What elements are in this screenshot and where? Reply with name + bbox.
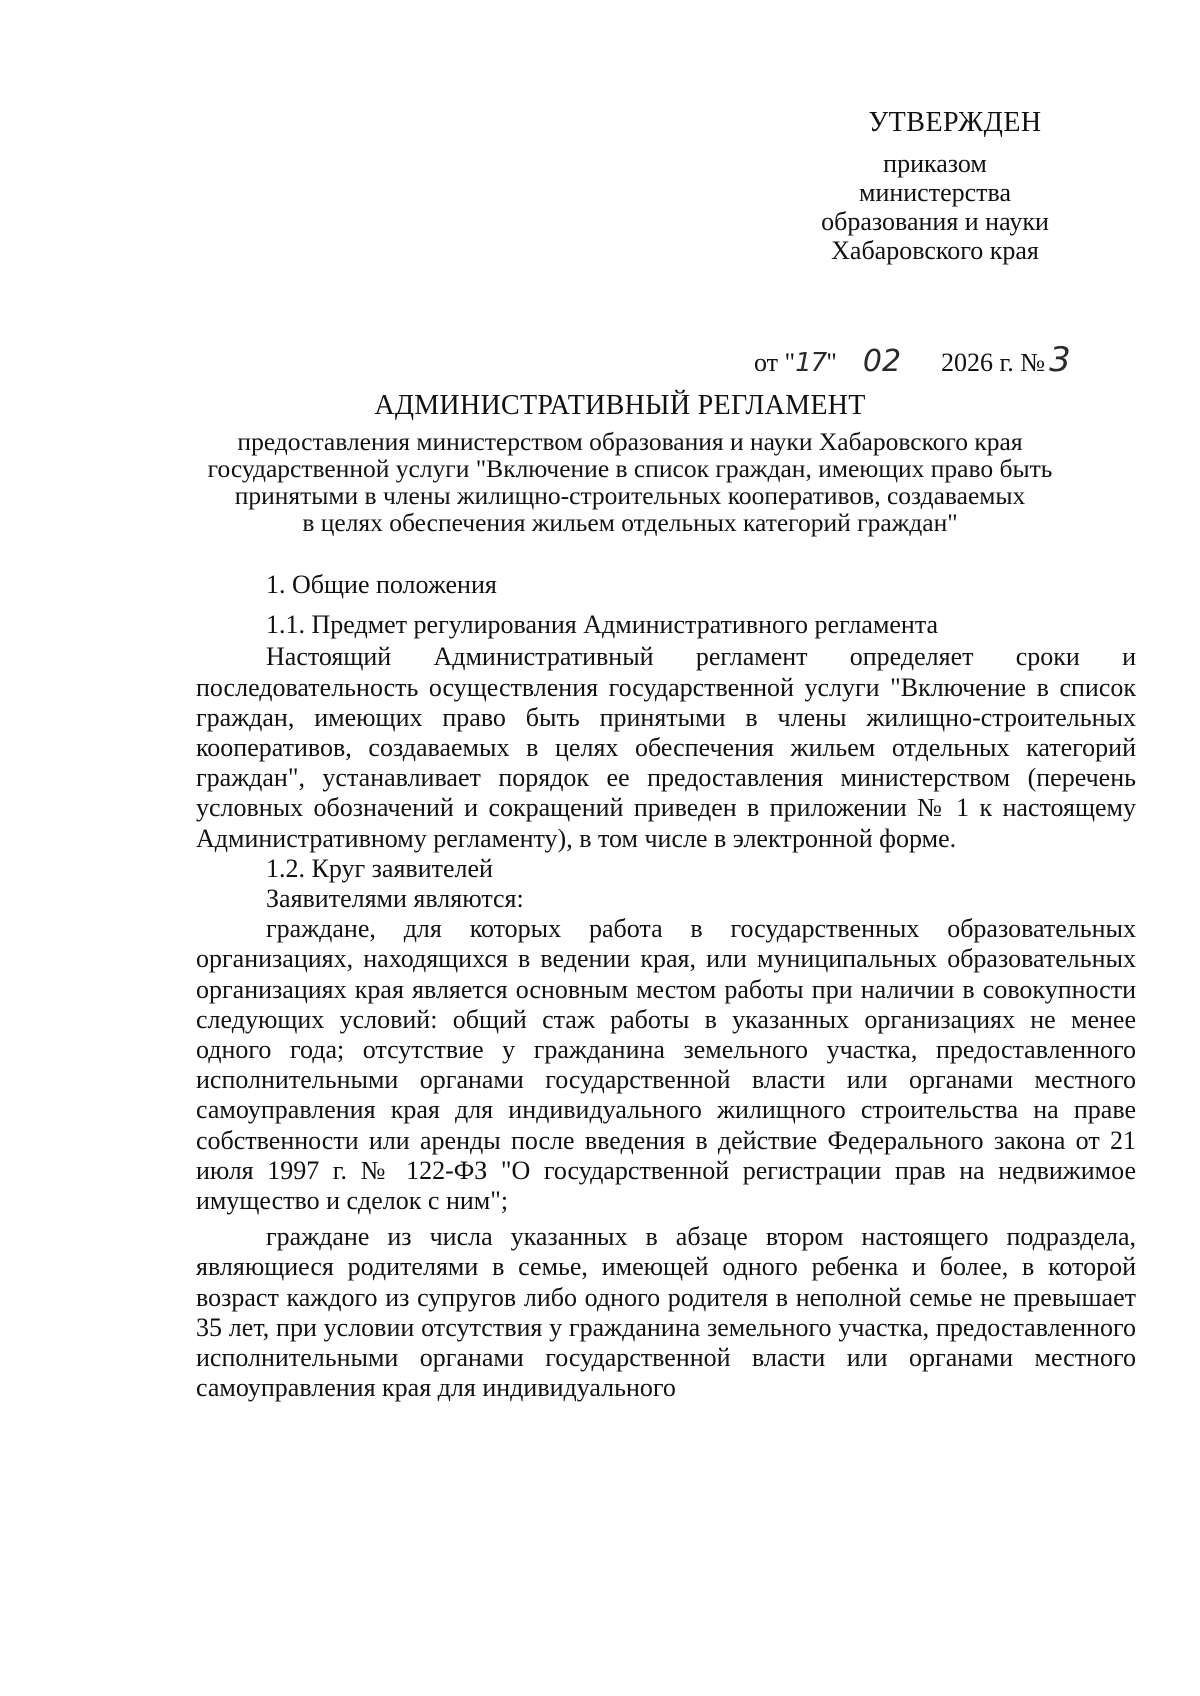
approval-line: Хабаровского края bbox=[831, 236, 1039, 265]
date-day-handwritten: 17 bbox=[795, 348, 827, 378]
subtitle-line: государственной услуги "Включение в список граждан, имеющих право быть bbox=[207, 454, 1053, 483]
order-number-handwritten: 3 bbox=[1049, 340, 1071, 380]
document-body bbox=[196, 570, 1136, 1403]
approval-title: УТВЕРЖДЕН bbox=[868, 107, 1042, 138]
subsection-heading: 1.2. Круг заявителей bbox=[266, 853, 493, 883]
section-heading: 1. Общие положения bbox=[266, 570, 497, 599]
subtitle-line: принятыми в члены жилищно-строительных кооперативов, создаваемых bbox=[234, 481, 1026, 510]
subsection-heading: 1.1. Предмет регулирования Административного регламента bbox=[266, 610, 939, 640]
approval-block bbox=[754, 107, 1100, 380]
document-subtitle bbox=[150, 428, 1110, 536]
date-prefix: от " bbox=[754, 348, 796, 377]
paragraph: Заявителями являются: bbox=[266, 884, 524, 914]
date-month-handwritten: 02 bbox=[862, 344, 902, 379]
paragraph: Настоящий Административный регламент определяет сроки и последовательность осуществления государственной услуги "Включение в список граждан, имеющих право быть принятыми в члены жилищно-строительных кооперативов, создаваемых в целях обеспечения жильем отдельных категорий граждан", устанавливает порядок ее предоставления министерством (перечень условных обозначений и сокращений приведен в приложении № 1 к настоящему Административному регламенту), в том числе в электронной форме. bbox=[196, 642, 1136, 853]
approval-line: приказом bbox=[883, 149, 987, 178]
approval-line: министерства bbox=[858, 178, 1011, 207]
approval-line: образования и науки bbox=[821, 207, 1049, 236]
document-title: АДМИНИСТРАТИВНЫЙ РЕГЛАМЕНТ bbox=[374, 390, 866, 421]
subtitle-line: предоставления министерством образования и науки Хабаровского края bbox=[237, 427, 1023, 456]
subtitle-line: в целях обеспечения жильем отдельных категорий граждан" bbox=[302, 508, 958, 537]
date-quote-close: " bbox=[826, 348, 837, 377]
date-year: 2026 г. № bbox=[941, 348, 1046, 377]
paragraph: граждане, для которых работа в государственных образовательных организациях, находящихся в ведении края, или муниципальных образовательных организациях края является основным местом работы при наличии в совокупности следующих условий: общий стаж работы в указанных организациях не менее одного года; отсутствие у гражданина земельного участка, предоставленного исполнительными органами государственной власти или органами местного самоуправления края для индивидуального жилищного строительства на праве собственности или аренды после введения в действие Федерального закона от 21 июля 1997 г. № 122-ФЗ "О государственной регистрации прав на недвижимое имущество и сделок с ним"; bbox=[196, 914, 1136, 1216]
paragraph: граждане из числа указанных в абзаце втором настоящего подраздела, являющиеся родителями в семье, имеющей одного ребенка и более, в которой возраст каждого из супругов либо одного родителя в неполной семье не превышает 35 лет, при условии отсутствия у гражданина земельного участка, предоставленного исполнительными органами государственной власти или органами местного самоуправления края для индивидуального bbox=[196, 1222, 1136, 1403]
approval-date bbox=[754, 340, 1114, 380]
